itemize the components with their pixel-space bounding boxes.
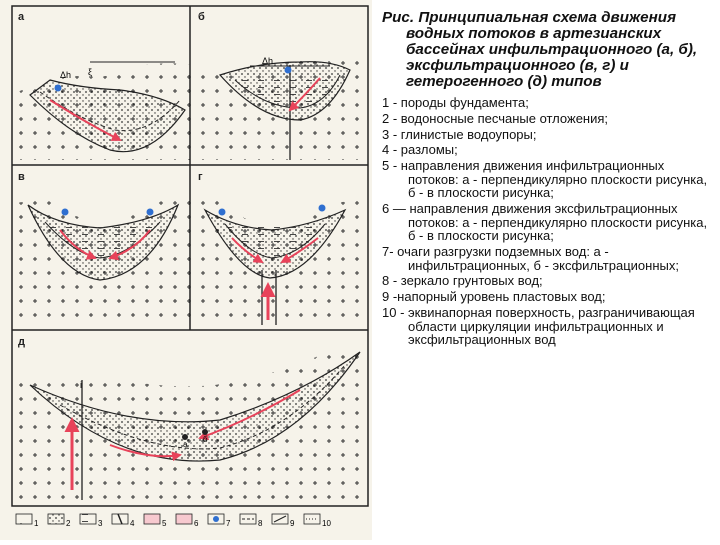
caption-title-body: Принципиальная схема движения водных потоков в артезианских бассейнах [406,9,677,58]
panel-a-label: а [18,11,25,23]
legend-strip [16,514,331,528]
legend-list [382,96,714,347]
legend-num-10: 10 [322,519,331,528]
panel-b [190,11,368,160]
b-mark: б [203,435,208,444]
legend-item-8: 8 - зеркало грунтовых вод; [382,273,543,289]
figure-caption [382,10,714,349]
panel-v [12,171,190,325]
panel-g-label: г [198,171,203,183]
panel-v-label: в [18,171,25,183]
panel-b-label: б [198,11,205,23]
dh-mark-b: Δh [262,56,274,66]
legend-item-1: 1 - породы фундамента; [382,95,529,110]
legend-num-9: 9 [290,519,295,528]
legend-num-4: 4 [130,519,135,528]
legend-num-3: 3 [98,519,103,528]
legend-item-7: 7- очаги разгрузки подземных вод: а - инфильтрационных, б - эксфильтрационных; [382,244,679,273]
i-mark: i [80,380,82,390]
caption-title-types: инфильтрационного (а, б), эксфильтрационного (в, г) и гетерогенного (д) типов [406,41,698,90]
legend-item-10: 10 - эквинапорная поверхность, разграничивающая области циркуляции инфильтрационных и эксфильтрационных вод [382,305,695,348]
panel-d-label: д [18,336,25,348]
dh-mark-a: Δh [60,70,72,80]
caption-title [382,10,714,90]
legend-item-2: 2 - водоносные песчаные отложения; [382,110,609,126]
legend-num-8: 8 [258,519,263,528]
xi-mark-a: ξ [88,67,93,77]
legend-num-1: 1 [34,519,39,528]
legend-num-6: 6 [194,519,199,528]
panel-d [12,336,368,500]
legend-item-9: 9 -напорный уровень пластовых вод; [382,289,606,305]
a-mark: а [183,440,188,449]
panel-g [190,171,368,325]
legend-num-7: 7 [226,519,231,528]
legend-num-2: 2 [66,519,71,528]
legend-item-6: 6 — направления движения эксфильтрационных потоков: а - перпендикулярно плоскости рисунка, б - в плоскости рисунка; [382,201,708,244]
legend-item-4: 4 - разломы; [382,142,458,158]
panel-a [12,11,190,160]
caption-lead: Рис. [382,9,415,26]
legend-item-3: 3 - глинистые водоупоры; [382,126,537,142]
legend-item-5: 5 - направления движения инфильтрационных потоков: а - перпендикулярно плоскости рисунка, б - в плоскости рисунка; [382,158,708,201]
legend-num-5: 5 [162,519,167,528]
